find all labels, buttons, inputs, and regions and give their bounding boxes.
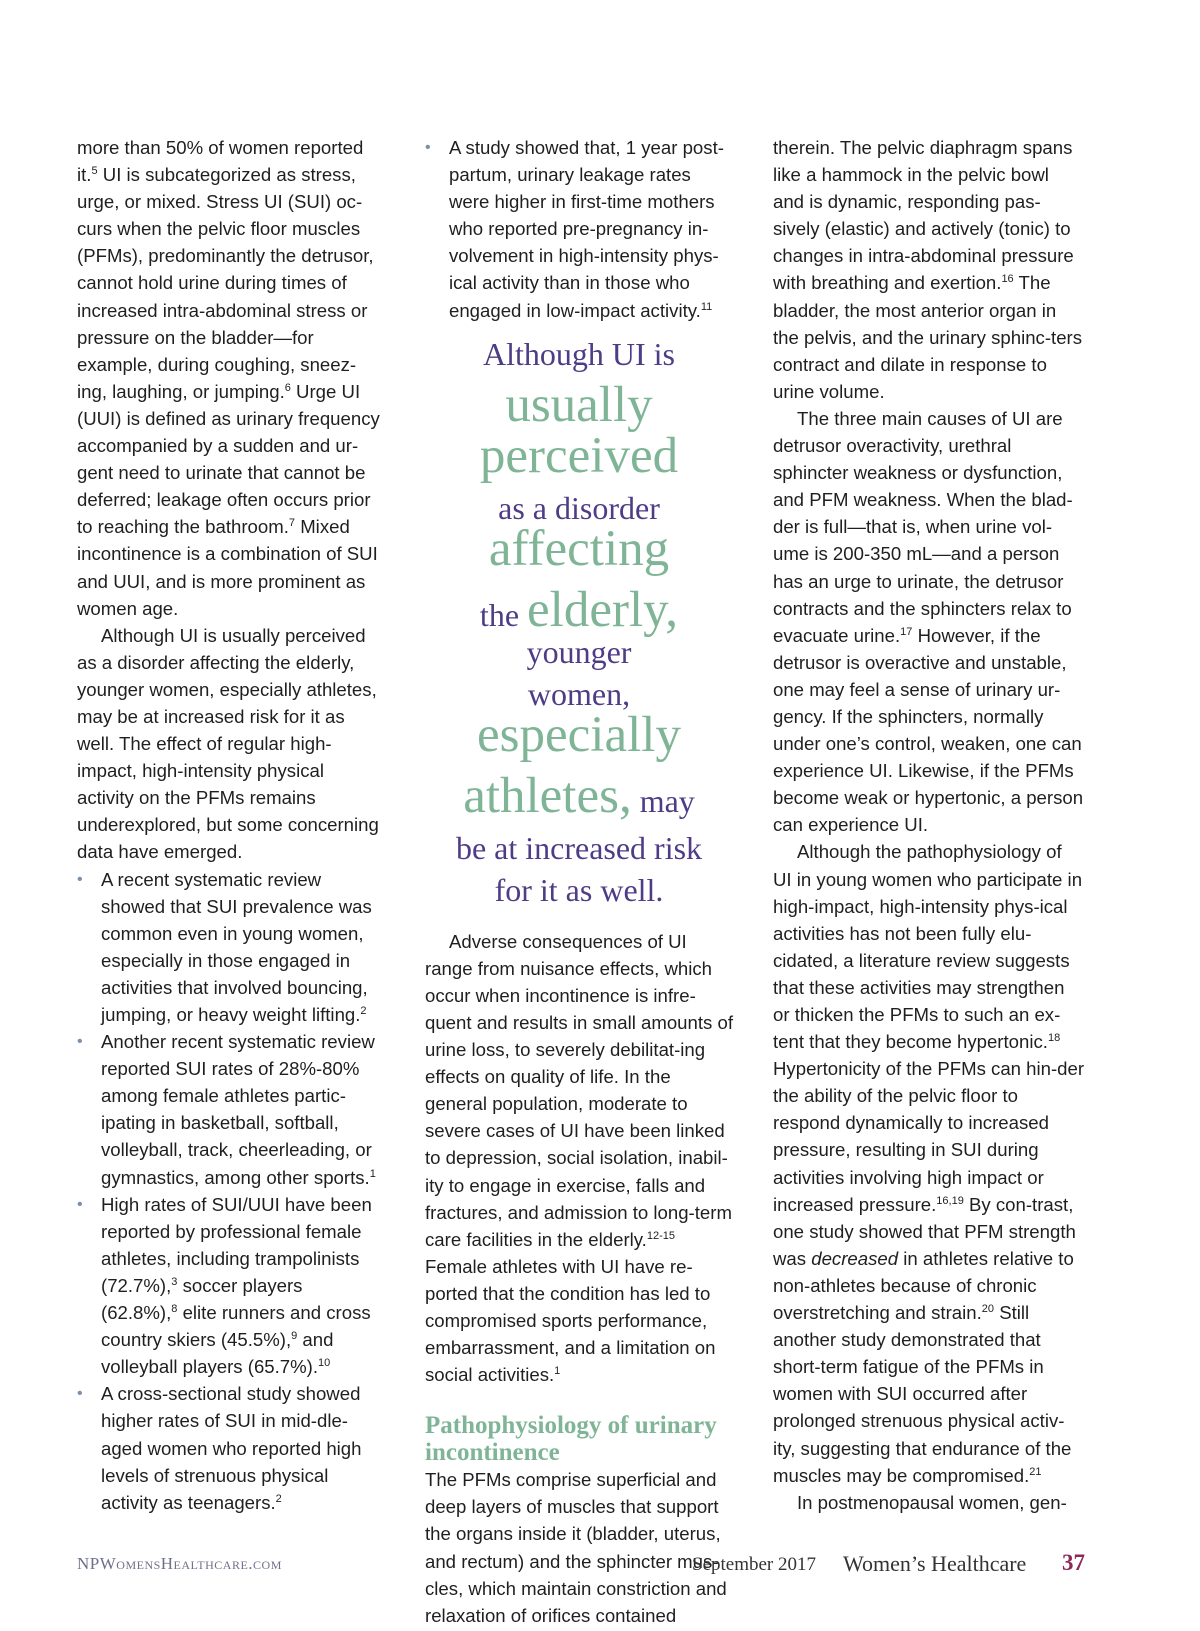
section-heading: Pathophysiology of urinary incontinence bbox=[425, 1412, 717, 1467]
paragraph: more than 50% of women reported it.$^5$ UI is subcategorized as stress, urge, or mixed. Stress UI (SUI) oc-curs when the pelvic floor muscles (PFMs), predominantly the detrusor, cannot hold urine during times of increased intra-abdominal stress or pressure on the bladder—for example, during coughing, sneez-ing, laughing, or jumping.$^6$ Urge UI (UUI) is defined as urinary frequency accompanied by a sudden and ur-gent need to urinate that cannot be deferred; leakage often occurs prior to reaching the bathroom.$^7$ Mixed incontinence is a combination of SUI and UUI, and is more prominent as women age. bbox=[77, 137, 380, 619]
bullet-icon: • bbox=[77, 1385, 83, 1403]
reference-marker: 20 bbox=[981, 1303, 995, 1316]
bullet-icon: • bbox=[77, 1033, 83, 1051]
reference-marker: 1 bbox=[369, 1167, 376, 1180]
reference-marker: 12-15 bbox=[646, 1229, 675, 1242]
reference-marker: 6 bbox=[284, 381, 291, 394]
reference-marker: 21 bbox=[1029, 1465, 1042, 1478]
footer-date: September 2017 bbox=[692, 1554, 817, 1575]
bullet-icon: • bbox=[425, 139, 431, 156]
reference-marker: 1 bbox=[554, 1365, 561, 1378]
bullet-icon: • bbox=[77, 1195, 83, 1213]
bullet-list bbox=[425, 134, 733, 324]
footer-journal-title: Women’s Healthcare bbox=[843, 1551, 1027, 1576]
reference-marker: 2 bbox=[275, 1492, 282, 1505]
bullet-list bbox=[77, 866, 382, 1516]
footer-website: NPWomensHealthcare.com bbox=[77, 1554, 282, 1573]
reference-marker: 7 bbox=[288, 517, 296, 530]
list-item: • A study showed that, 1 year post-partum, urinary leakage rates were higher in first-time mothers who reported pre-pregnancy in-volvement in high-intensity phys-ical activity than in those who engaged in low-impact activity.$^{11}$ bbox=[425, 134, 733, 324]
reference-marker: 10 bbox=[318, 1357, 331, 1370]
reference-marker: 11 bbox=[700, 300, 713, 313]
column-2 bbox=[425, 134, 733, 1629]
list-item: • A cross-sectional study showed higher rates of SUI in mid-dle-aged women who reported high levels of strenuous physical activity as teenagers.$^2$ bbox=[77, 1380, 382, 1515]
paragraph: The PFMs comprise superficial and deep layers of muscles that support the organs inside it (bladder, uterus, and rectum) and the sphincter mus-cles, which maintain constriction and relaxation of orifices contained bbox=[425, 1469, 727, 1626]
reference-marker: 8 bbox=[171, 1303, 178, 1316]
reference-marker: 9 bbox=[291, 1330, 298, 1343]
bullet-icon: • bbox=[77, 870, 83, 888]
list-item: • High rates of SUI/UUI have been reported by professional female athletes, including trampolinists (72.7%),$^3$ soccer players (62.8%),$^8$ elite runners and cross country skiers (45.5%),$^9$ and volleyball players (65.7%).$^{10}$ bbox=[77, 1191, 382, 1381]
reference-marker: 18 bbox=[1047, 1032, 1061, 1045]
list-item: • A recent systematic review showed that SUI prevalence was common even in young women, especially in those engaged in activities that involved bouncing, jumping, or heavy weight lifting.$^2$ bbox=[77, 866, 382, 1029]
reference-marker: 17 bbox=[900, 625, 913, 638]
paragraph: Although UI is usually perceived as a disorder affecting the elderly, younger women, especially athletes, may be at increased risk for it as well. The effect of regular high-impact, high-intensity physical activity on the PFMs remains underexplored, but some concerning data have emerged. bbox=[77, 624, 379, 863]
reference-marker: 5 bbox=[91, 165, 98, 178]
paragraph: therein. The pelvic diaphragm spans like a hammock in the pelvic bowl and is dynamic, responding pas-sively (elastic) and actively (tonic) to changes in intra-abdominal pressure with breathing and exertion.$^{16}$ The bladder, the most anterior organ in the pelvis, and the urinary sphinc-ters contract and dilate in response to urine volume. bbox=[773, 137, 1083, 402]
column-3 bbox=[773, 134, 1085, 1516]
reference-marker: 3 bbox=[171, 1275, 178, 1288]
page-number: 37 bbox=[1062, 1550, 1085, 1575]
paragraph: The three main causes of UI are detrusor overactivity, urethral sphincter weakness or dysfunction, and PFM weakness. When the blad-der is full—that is, when urine vol-ume is 200-350 mL—and a person has an urge to urinate, the detrusor contracts and the sphincters relax to evacuate urine.$^{17}$ However, if the detrusor is overactive and unstable, one may feel a sense of urinary ur-gency. If the sphincters, normally under one’s control, weaken, one can experience UI. Likewise, if the PFMs become weak or hypertonic, a person can experience UI. bbox=[773, 407, 1084, 836]
list-item: • Another recent systematic review reported SUI rates of 28%-80% among female athletes partic-ipating in basketball, softball, volleyball, track, cheerleading, or gymnastics, among other sports.$^1$ bbox=[77, 1028, 382, 1191]
paragraph: Although the pathophysiology of UI in young women who participate in high-impact, high-intensity phys-ical activities has not been fully elu-cidated, a literature review suggests that these activities may strengthen or thicken the PFMs to such an ex-tent that they become hypertonic.$^{18}$ Hypertonicity of the PFMs can hin-der the ability of the pelvic floor to respond dynamically to increased pressure, resulting in SUI during activities involving high impact or increased pressure.$^{16,19}$ By con-trast, one study showed that PFM strength was decreased in athletes relative to non-athletes because of chronic overstretching and strain.$^{20}$ Still another study demonstrated that short-term fatigue of the PFMs in women with SUI occurred after prolonged strenuous physical activ-ity, suggesting that endurance of the muscles may be compromised.$^{21}$ bbox=[773, 841, 1085, 1486]
pull-quote: Although UI is usually perceived as a disorder affecting the elderly, younger women, especially athletes, may be at increased risk for it as well. bbox=[455, 335, 703, 908]
reference-marker: 16,19 bbox=[936, 1194, 964, 1207]
paragraph: In postmenopausal women, gen- bbox=[797, 1491, 1067, 1513]
reference-marker: 16 bbox=[1001, 273, 1014, 286]
column-1 bbox=[77, 134, 382, 1516]
reference-marker: 2 bbox=[360, 1005, 367, 1017]
paragraph: Adverse consequences of UI range from nuisance effects, which occur when incontinence is infre-quent and results in small amounts of urine loss, to severely debilitat-ing effects on quality of life. In the general population, moderate to severe cases of UI have been linked to depression, social isolation, inabil-ity to engage in exercise, falls and fractures, and admission to long-term care facilities in the elderly.$^{12-15}$ Female athletes with UI have re-ported that the condition has led to compromised sports performance, embarrassment, and a limitation on social activities.$^1$ bbox=[425, 930, 733, 1386]
